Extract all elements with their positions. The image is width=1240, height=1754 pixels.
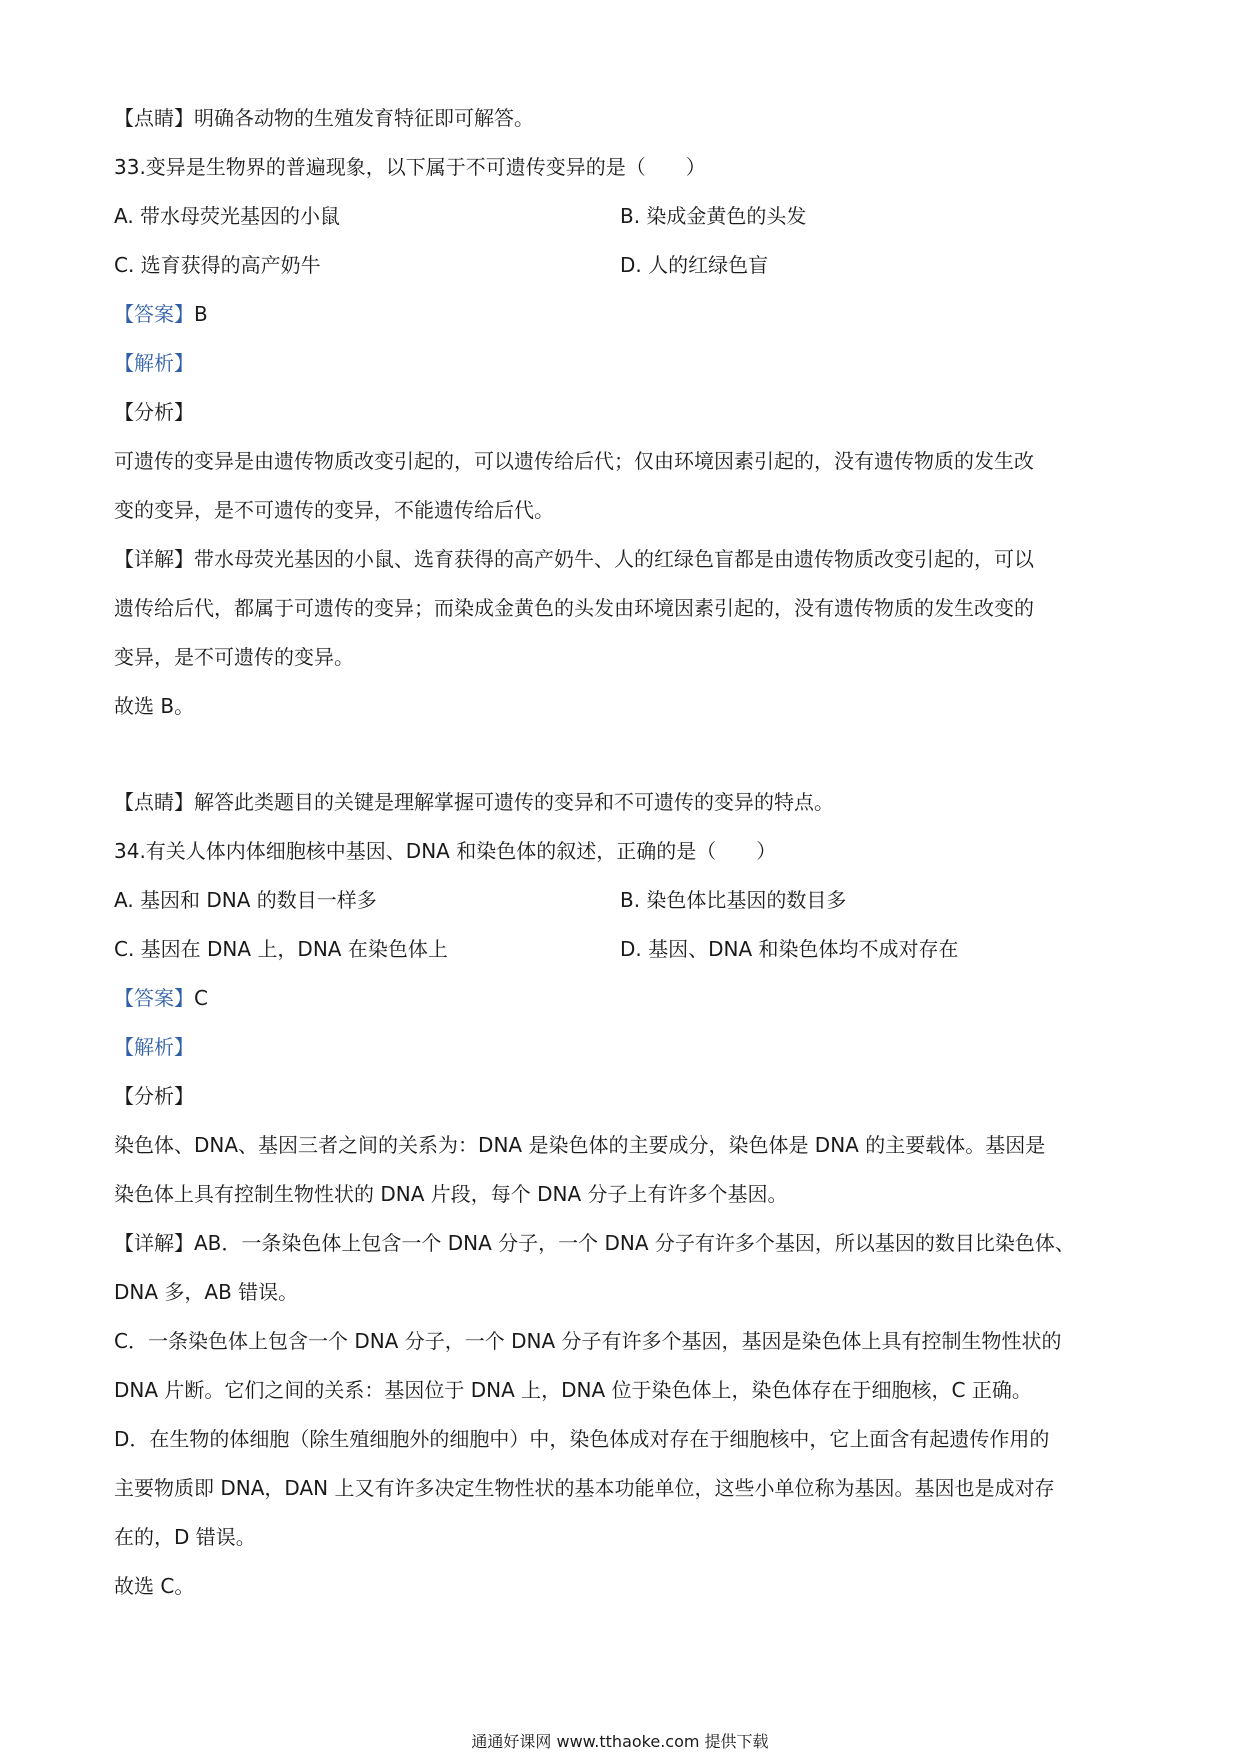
q33-stem: 33.变异是生物界的普遍现象，以下属于不可遗传变异的是（ ） xyxy=(114,155,706,179)
q33-dianjing: 【点睛】解答此类题目的关键是理解掌握可遗传的变异和不可遗传的变异的特点。 xyxy=(114,790,834,814)
q34-option-d: D. 基因、DNA 和染色体均不成对存在 xyxy=(620,937,959,961)
q34-detail-line: D．在生物的体细胞（除生殖细胞外的细胞中）中，染色体成对存在于细胞核中，它上面含有起遗传作用的 xyxy=(114,1427,1050,1451)
q33-jiexi-heading: 【解析】 xyxy=(114,351,194,375)
q34-option-b: B. 染色体比基因的数目多 xyxy=(620,888,847,912)
answer-value: C xyxy=(194,986,208,1010)
q34-detail-line: 在的，D 错误。 xyxy=(114,1525,256,1549)
q34-analysis-line: 染色体、DNA、基因三者之间的关系为：DNA 是染色体的主要成分，染色体是 DNA 的主要载体。基因是 xyxy=(114,1133,1046,1157)
q33-option-b: B. 染成金黄色的头发 xyxy=(620,204,807,228)
q34-detail-line: C．一条染色体上包含一个 DNA 分子，一个 DNA 分子有许多个基因，基因是染色体上具有控制生物性状的 xyxy=(114,1329,1062,1353)
q33-detail-line: 变异，是不可遗传的变异。 xyxy=(114,645,354,669)
q34-fenxi-heading: 【分析】 xyxy=(114,1084,194,1108)
page-footer: 通通好课网 www.tthaoke.com 提供下载 xyxy=(471,1732,769,1751)
q34-option-a: A. 基因和 DNA 的数目一样多 xyxy=(114,888,377,912)
q34-detail-line: DNA 片断。它们之间的关系：基因位于 DNA 上，DNA 位于染色体上，染色体存在于细胞核，C 正确。 xyxy=(114,1378,1032,1402)
q33-option-a: A. 带水母荧光基因的小鼠 xyxy=(114,204,341,228)
q34-detail-line: DNA 多，AB 错误。 xyxy=(114,1280,299,1304)
answer-value: B xyxy=(194,302,208,326)
q33-analysis-line: 可遗传的变异是由遗传物质改变引起的，可以遗传给后代；仅由环境因素引起的，没有遗传物质的发生改 xyxy=(114,449,1034,473)
q34-analysis-line: 染色体上具有控制生物性状的 DNA 片段，每个 DNA 分子上有许多个基因。 xyxy=(114,1182,788,1206)
q33-detail-line: 遗传给后代，都属于可遗传的变异；而染成金黄色的头发由环境因素引起的，没有遗传物质的发生改变的 xyxy=(114,596,1034,620)
dianjing-prev: 【点睛】明确各动物的生殖发育特征即可解答。 xyxy=(114,106,534,130)
q34-stem: 34.有关人体内体细胞核中基因、DNA 和染色体的叙述，正确的是（ ） xyxy=(114,839,777,863)
q34-option-c: C. 基因在 DNA 上，DNA 在染色体上 xyxy=(114,937,448,961)
answer-tag: 【答案】 xyxy=(114,302,194,326)
q34-answer xyxy=(114,984,208,1012)
answer-tag: 【答案】 xyxy=(114,986,194,1010)
q34-detail-line: 【详解】AB．一条染色体上包含一个 DNA 分子，一个 DNA 分子有许多个基因，所以基因的数目比染色体、 xyxy=(114,1231,1075,1255)
q33-option-c: C. 选育获得的高产奶牛 xyxy=(114,253,321,277)
q34-choose: 故选 C。 xyxy=(114,1574,195,1598)
q33-choose: 故选 B。 xyxy=(114,694,195,718)
q33-analysis-line: 变的变异，是不可遗传的变异，不能遗传给后代。 xyxy=(114,498,554,522)
q34-jiexi-heading: 【解析】 xyxy=(114,1035,194,1059)
q33-answer xyxy=(114,300,208,328)
q34-detail-line: 主要物质即 DNA，DAN 上又有许多决定生物性状的基本功能单位，这些小单位称为基因。基因也是成对存 xyxy=(114,1476,1055,1500)
q33-option-d: D. 人的红绿色盲 xyxy=(620,253,769,277)
q33-fenxi-heading: 【分析】 xyxy=(114,400,194,424)
q33-detail-line: 【详解】带水母荧光基因的小鼠、选育获得的高产奶牛、人的红绿色盲都是由遗传物质改变引起的，可以 xyxy=(114,547,1034,571)
